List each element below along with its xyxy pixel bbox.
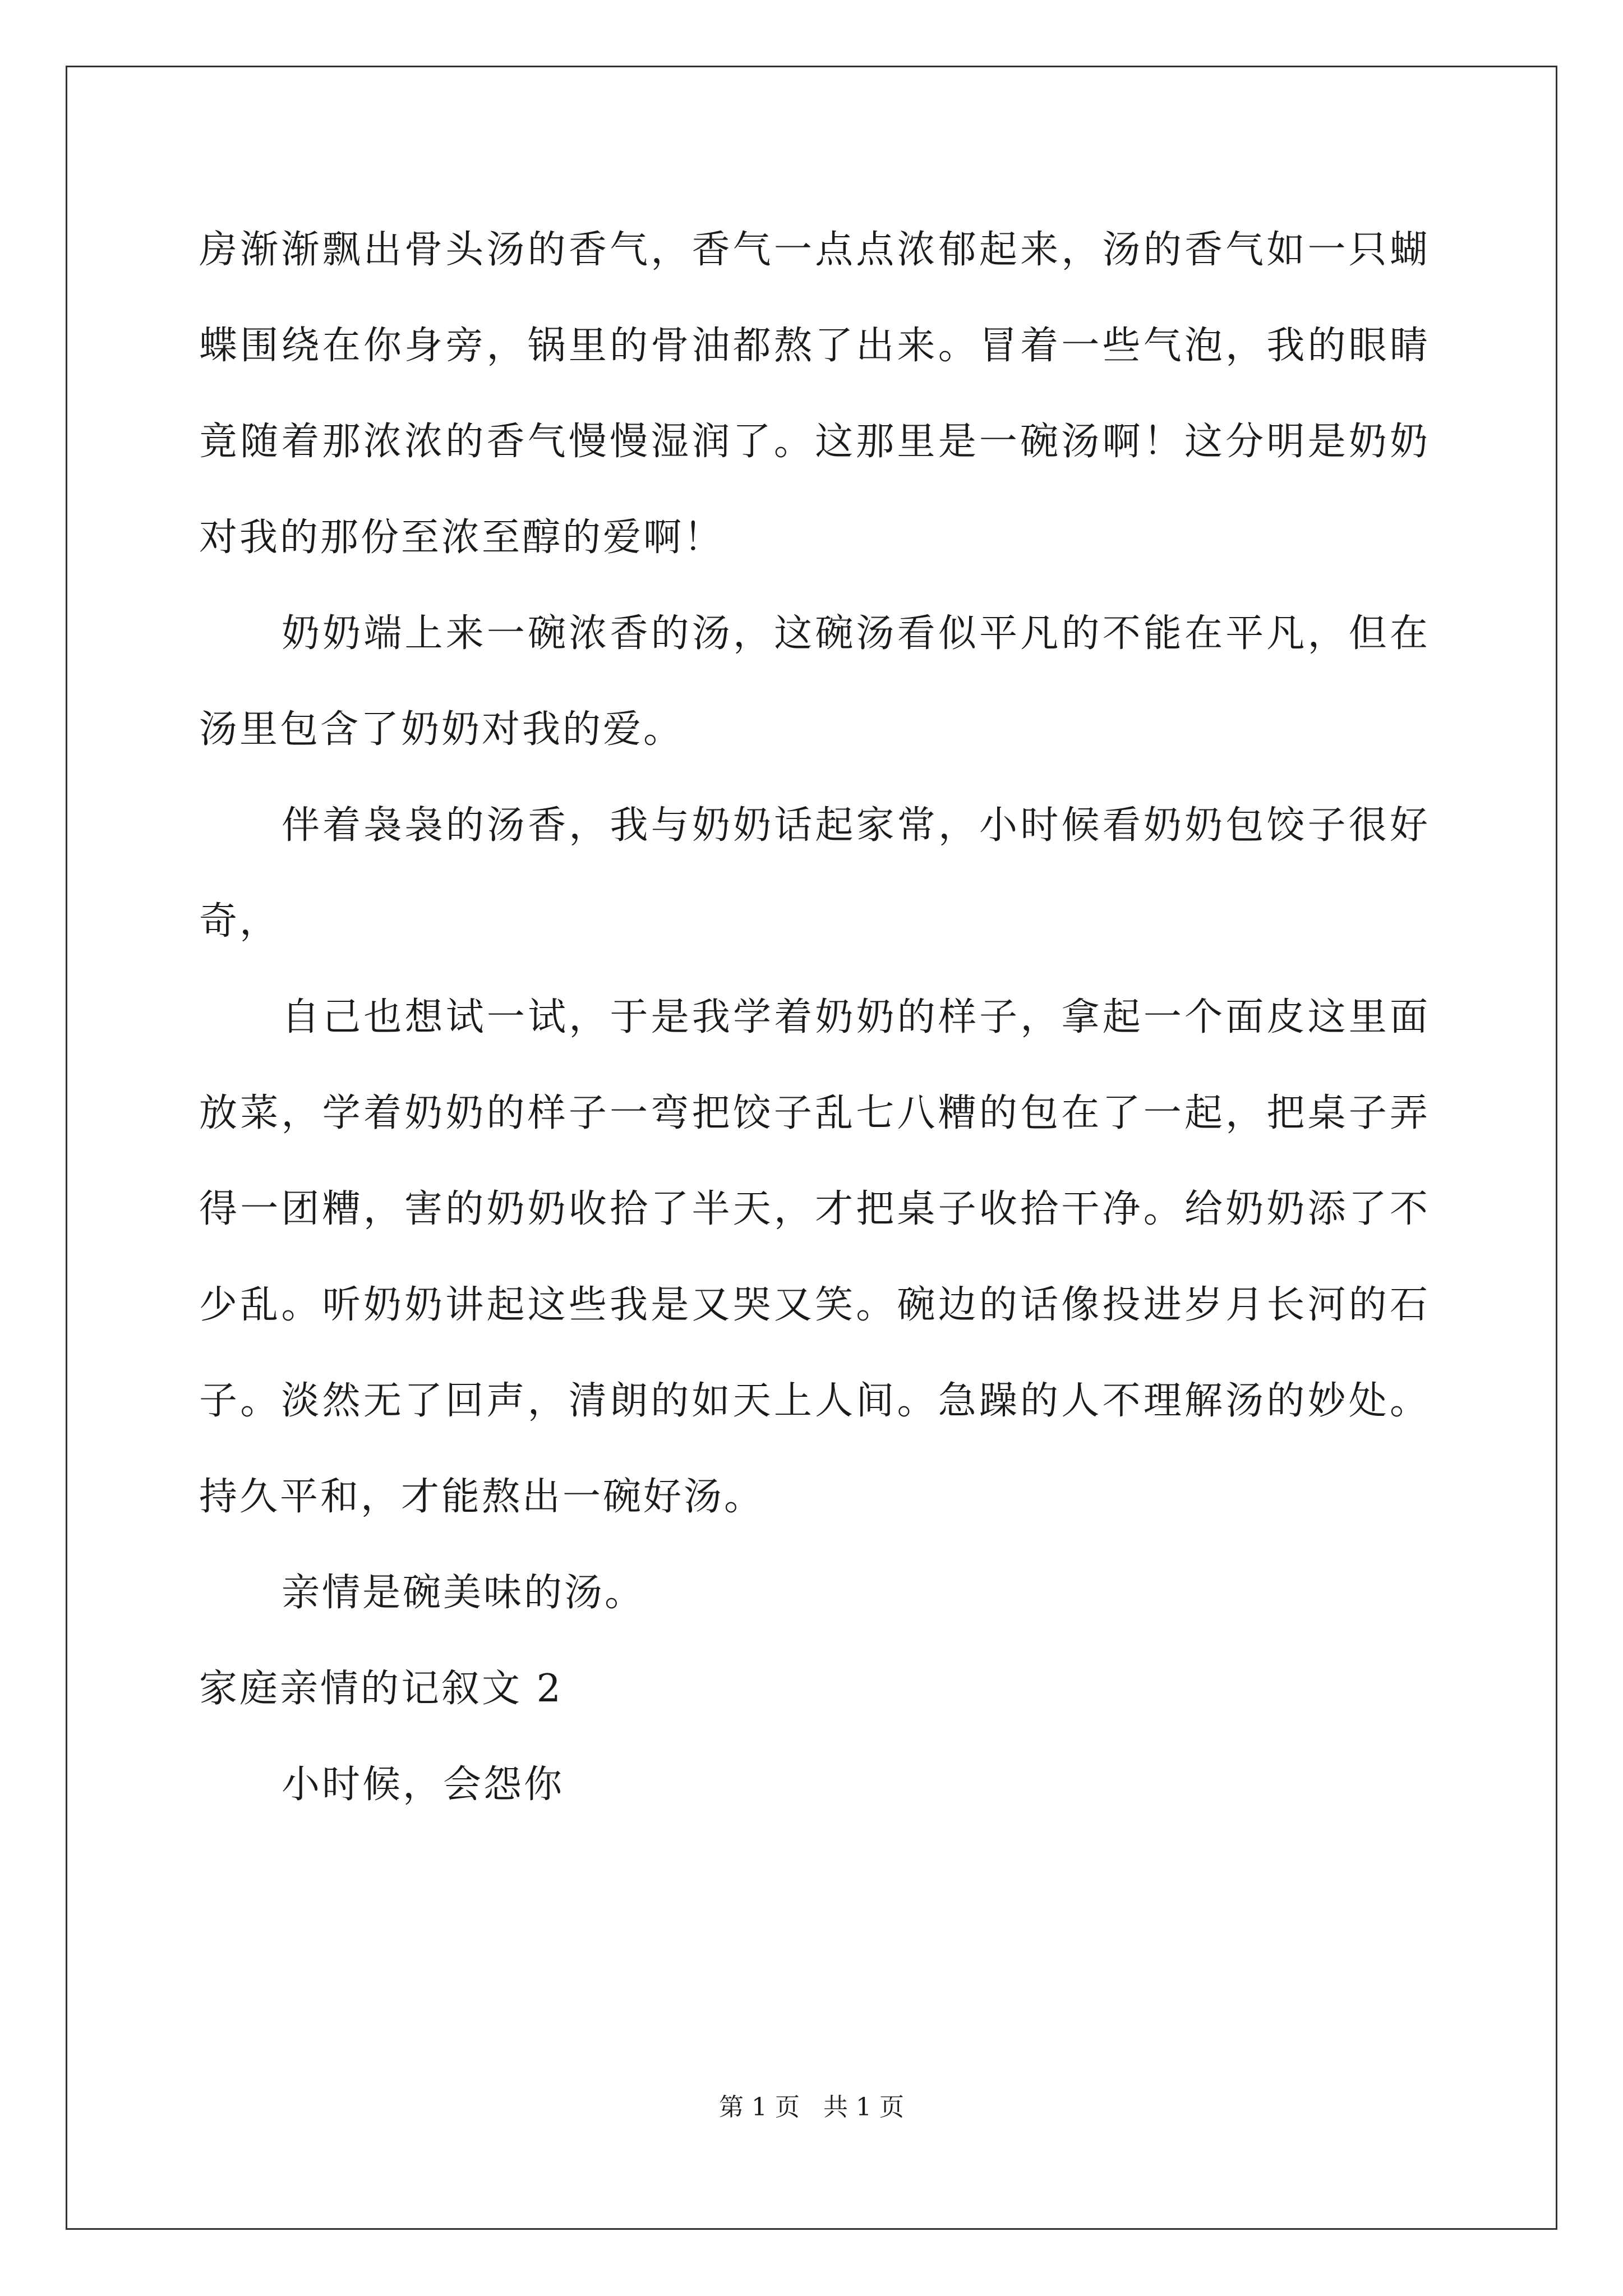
paragraph-6: 小时候，会怨你 [282,1763,565,1807]
page-footer: 第 1 页 共 1 页 [719,2093,904,2122]
section-heading: 家庭亲情的记叙文 2 [199,1667,563,1711]
paragraph-4: 自己也想试一试，于是我学着奶奶的样子，拿起一个面皮这里面放菜，学着奶奶的样子一弯把饺子乱七八糟的包在了一起，把桌子弄得一团糟，害的奶奶收拾了半天，才把桌子收拾干净。给奶奶添了不少乱。听奶奶讲起这些我是又哭又笑。碗边的话像投进岁月长河的石子。淡然无了回声，清朗的如天上人间。急躁的人不理解汤的妙处。持久平和，才能熬出一碗好汤。 [199,995,1430,1519]
paragraph-1: 房渐渐飘出骨头汤的香气，香气一点点浓郁起来，汤的香气如一只蝴蝶围绕在你身旁，锅里的骨油都熬了出来。冒着一些气泡，我的眼睛竟随着那浓浓的香气慢慢湿润了。这那里是一碗汤啊！这分明是奶奶对我的那份至浓至醇的爱啊！ [199,228,1430,560]
paragraph-2: 奶奶端上来一碗浓香的汤，这碗汤看似平凡的不能在平凡，但在汤里包含了奶奶对我的爱。 [199,611,1430,752]
document-body [199,202,1430,1833]
paragraph-3: 伴着袅袅的汤香，我与奶奶话起家常，小时候看奶奶包饺子很好奇， [199,803,1430,944]
paragraph-5: 亲情是碗美味的汤。 [282,1571,645,1615]
